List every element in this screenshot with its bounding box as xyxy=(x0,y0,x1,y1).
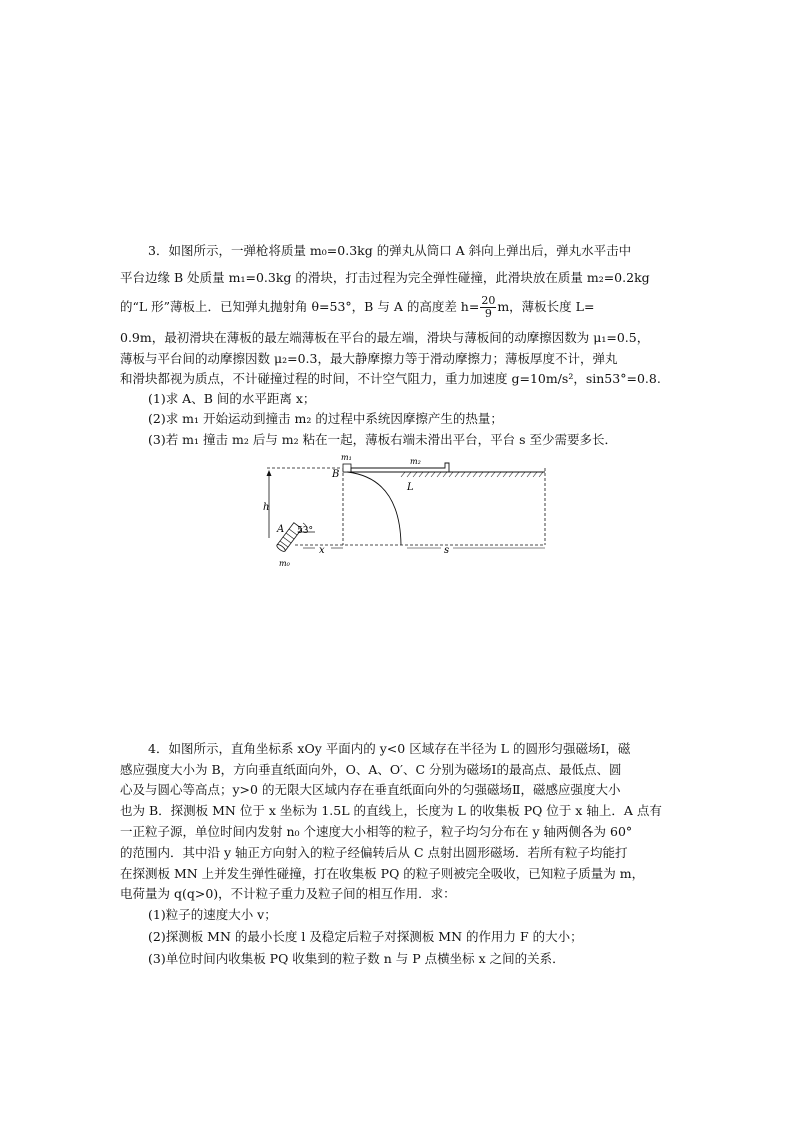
label-m2: m₂ xyxy=(410,457,421,466)
problem-3-line-5: 薄板与平台间的动摩擦因数 μ₂=0.3，最大静摩擦力等于滑动摩擦力；薄板厚度不计，弹丸 xyxy=(120,351,618,366)
problem-4-line-3: 心及与圆心等高点；y>0 的无限大区域内存在垂直纸面向外的匀强磁场Ⅱ，磁感应强度大小 xyxy=(120,782,621,797)
problem-3-line-3-before: 的“L 形”薄板上．已知弹丸抛射角 θ=53°，B 与 A 的高度差 h= xyxy=(120,299,480,314)
height-fraction xyxy=(480,295,496,320)
problem-4-line-5: 一正粒子源，单位时间内发射 n₀ 个速度大小相等的粒子，粒子均匀分布在 y 轴两侧各为 60° xyxy=(120,824,633,839)
problem-3-line-3-after: m，薄板长度 L= xyxy=(497,299,595,314)
problem-3-question-3: (3)若 m₁ 撞击 m₂ 后与 m₂ 粘在一起，薄板右端未滑出平台，平台 s 至少需要多长． xyxy=(148,432,618,447)
trajectory-arc xyxy=(347,472,401,545)
problem-4-question-1: (1)粒子的速度大小 v； xyxy=(148,907,277,922)
label-m0: m₀ xyxy=(279,559,290,568)
label-A: A xyxy=(277,524,285,535)
plate-m2 xyxy=(351,463,449,472)
label-B: B xyxy=(332,469,340,480)
label-h: h xyxy=(263,502,270,513)
problem-3-question-2: (2)求 m₁ 开始运动到撞击 m₂ 的过程中系统因摩擦产生的热量； xyxy=(148,411,503,426)
problem-3-line-2: 平台边缘 B 处质量 m₁=0.3kg 的滑块，打击过程为完全弹性碰撞，此滑块放在质量 m₂=0.2kg xyxy=(120,270,650,285)
problem-3-line-6: 和滑块都视为质点，不计碰撞过程的时间，不计空气阻力，重力加速度 g=10m/s²，sin53°=0.8. xyxy=(120,371,661,386)
problem-4-line-7: 在探测板 MN 上并发生弹性碰撞，打在收集板 PQ 的粒子则被完全吸收，已知粒子质量为 m， xyxy=(120,866,645,881)
problem-4-line-6: 的范围内．其中沿 y 轴正方向射入的粒子经偏转后从 C 点射出圆形磁场．若所有粒子均能打 xyxy=(120,845,628,860)
problem-4-question-2: (2)探测板 MN 的最小长度 l 及稳定后粒子对探测板 MN 的作用力 F 的大小； xyxy=(148,929,583,944)
problem-3-line-4: 0.9m，最初滑块在薄板的最左端薄板在平台的最左端，滑块与薄板间的动摩擦因数为 μ₁=0.5， xyxy=(120,330,650,345)
height-fraction-denominator: 9 xyxy=(484,307,492,320)
problem-3-figure xyxy=(255,450,555,575)
problem-3-question-1: (1)求 A、B 间的水平距离 x； xyxy=(148,391,316,406)
label-angle: 53° xyxy=(297,526,313,536)
problem-4-line-4: 也为 B．探测板 MN 位于 x 坐标为 1.5L 的直线上，长度为 L 的收集板 PQ 位于 x 轴上．A 点有 xyxy=(120,803,662,818)
label-x: x xyxy=(319,545,325,556)
platform-hatching xyxy=(401,472,543,477)
height-fraction-numerator: 20 xyxy=(481,294,496,307)
label-s: s xyxy=(444,545,450,556)
label-L: L xyxy=(407,482,414,493)
problem-4-line-1: 4．如图所示，直角坐标系 xOy 平面内的 y<0 区域存在半径为 L 的圆形匀强磁场Ⅰ，磁 xyxy=(148,741,631,756)
problem-4-question-3: (3)单位时间内收集板 PQ 收集到的粒子数 n 与 P 点横坐标 x 之间的关系． xyxy=(148,951,565,966)
problem-3-line-1: 3．如图所示，一弹枪将质量 m₀=0.3kg 的弹丸从筒口 A 斜向上弹出后，弹丸水平击中 xyxy=(148,243,632,258)
problem-4-line-2: 感应强度大小为 B，方向垂直纸面向外，O、A、O′、C 分别为磁场Ⅰ的最高点、最低点、圆 xyxy=(120,762,622,777)
height-arrow-head-top xyxy=(267,470,272,476)
block-m1 xyxy=(343,464,351,472)
label-m1: m₁ xyxy=(341,453,352,462)
problem-3-line-3 xyxy=(120,295,594,320)
problem-4-line-8: 电荷量为 q(q>0)，不计粒子重力及粒子间的相互作用．求： xyxy=(120,886,456,901)
